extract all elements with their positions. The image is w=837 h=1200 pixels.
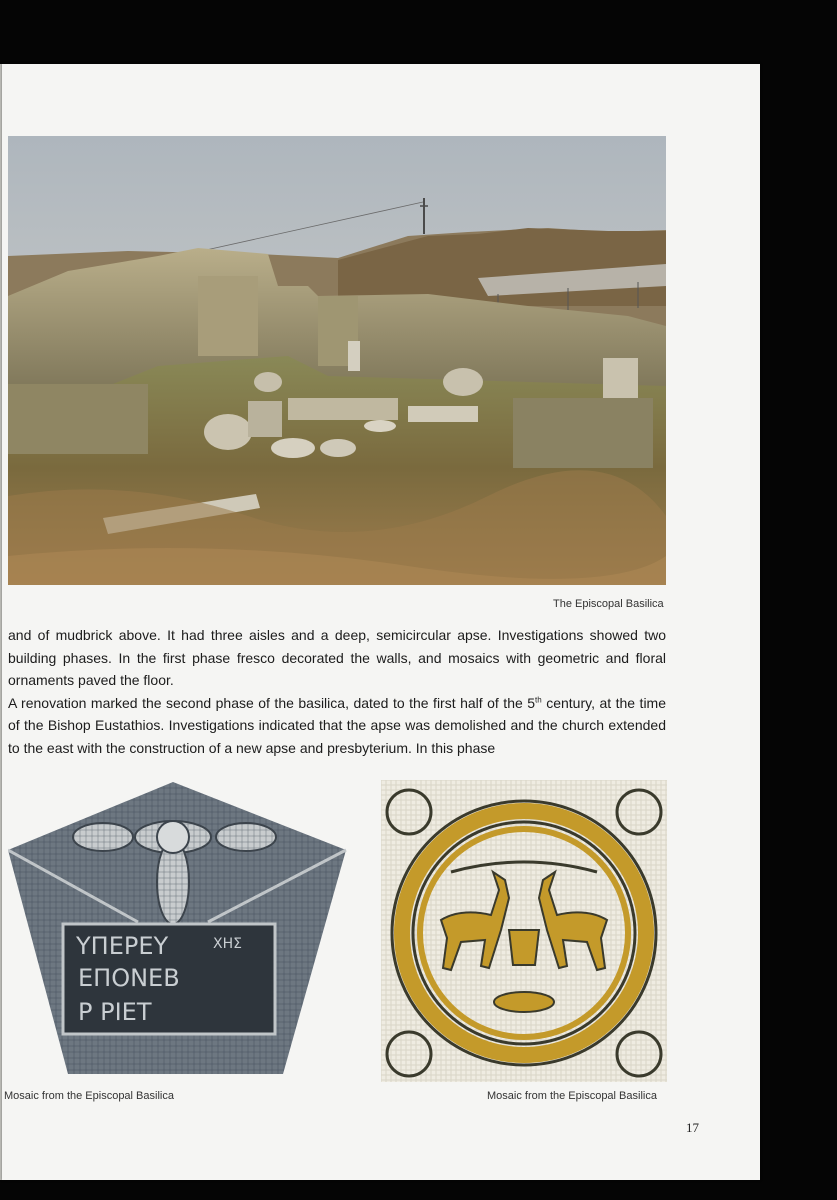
body-text [8, 624, 666, 759]
ordinal-superscript: th [535, 694, 542, 704]
paragraph-2-end: century, at the time of the Bishop Eustathios. Investigations indicated that the apse was demolished and the church extended to the east with the construction of a new apse and presbyterium. In this phase [8, 694, 666, 756]
mosaic-inscription-image [8, 782, 348, 1082]
paragraph-2 [8, 692, 666, 760]
photo-caption: The Episcopal Basilica [553, 598, 664, 610]
inscription-line-1: ΥΠΕΡΕΥ [76, 932, 169, 960]
basilica-photo [8, 136, 666, 585]
mosaic-deer-image [381, 780, 667, 1082]
paragraph-2-start: A renovation marked the second phase of the basilica, dated to the first half of the 5 [8, 694, 536, 711]
inscription-line-2: ΕΠΟΝΕΒ [78, 964, 180, 992]
mosaic-right-caption: Mosaic from the Episcopal Basilica [487, 1090, 657, 1102]
paragraph-1: and of mudbrick above. It had three aisles and a deep, semicircular apse. Investigations showed two building phases. In the first phase fresco decorated the walls, and mosaics with geometric and floral ornaments paved the floor. [8, 627, 666, 688]
mosaic-left-caption: Mosaic from the Episcopal Basilica [4, 1090, 174, 1102]
inscription-line-3: Ρ ΡΙΕΤ [78, 998, 152, 1026]
page-number: 17 [686, 1120, 699, 1135]
inscription-line-1b: ΧΗΣ [213, 936, 242, 952]
